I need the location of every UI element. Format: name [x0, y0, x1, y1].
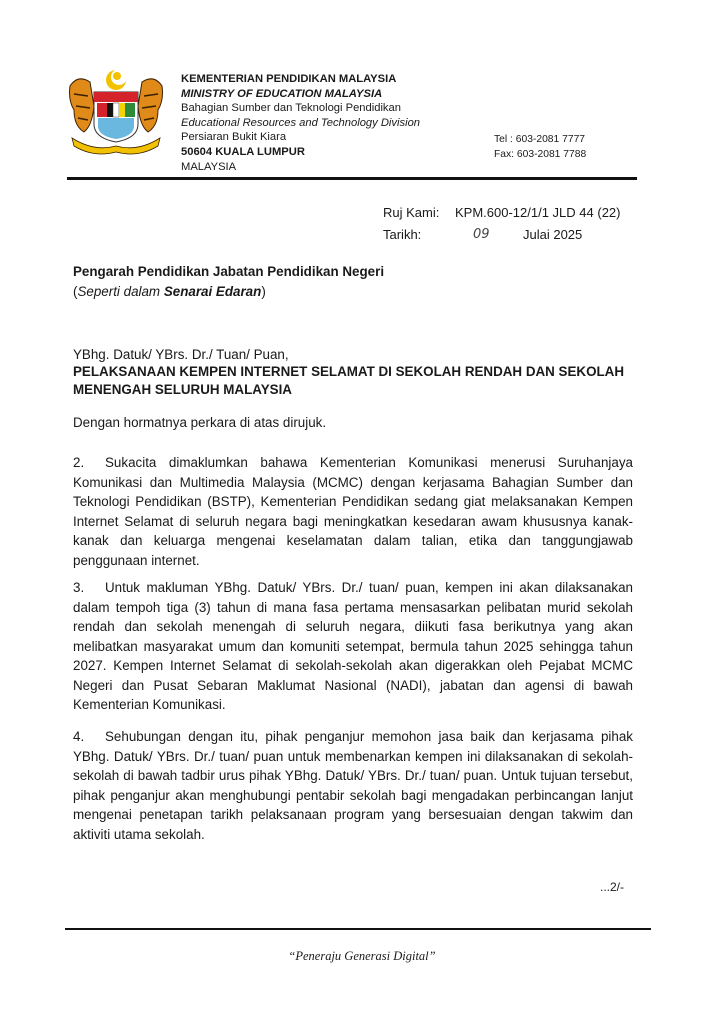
ministry-name-en: MINISTRY OF EDUCATION MALAYSIA: [181, 87, 383, 100]
contact-block: [494, 132, 586, 162]
paragraph-2: [73, 453, 633, 570]
division-name-en: Educational Resources and Technology Division: [181, 116, 421, 129]
address-street: Persiaran Bukit Kiara: [181, 131, 287, 144]
paragraph-3: [73, 578, 633, 715]
date-day-handwritten: 09: [473, 227, 490, 242]
ministry-name-ms: KEMENTERIAN PENDIDIKAN MALAYSIA: [181, 73, 397, 85]
reference-row: [383, 202, 620, 224]
date-month-year: Julai 2025: [523, 227, 583, 242]
footer-divider: [65, 928, 651, 930]
paragraph-4: [73, 727, 633, 844]
opening-line: Dengan hormatnya perkara di atas dirujuk.: [73, 415, 327, 430]
salutation: YBhg. Datuk/ YBrs. Dr./ Tuan/ Puan,: [73, 347, 289, 362]
reference-label: Ruj Kami:: [383, 205, 440, 220]
telephone: Tel : 603-2081 7777: [494, 134, 586, 145]
division-name-ms: Bahagian Sumber dan Teknologi Pendidikan: [181, 102, 401, 115]
reference-block: [383, 202, 620, 246]
date-row: [383, 224, 620, 246]
fax: Fax: 603-2081 7788: [494, 149, 587, 160]
reference-number: KPM.600-12/1/1 JLD 44 (22): [455, 205, 621, 220]
address-city: 50604 KUALA LUMPUR: [181, 145, 305, 158]
paragraph-number: 3.: [73, 580, 85, 595]
paragraph-text: Untuk makluman YBhg. Datuk/ YBrs. Dr./ tuan/ puan, kempen ini akan dilaksanakan dalam tempoh tiga (3) tahun di mana fasa pertama mensasarkan pelibatan murid sekolah rendah dan sekolah menengah di seluruh negara, diikuti fasa berikutnya yang akan melibatkan masyarakat umum dan komuniti setempat, bermula tahun 2025 sehingga tahun 2027. Kempen Internet Selamat di sekolah-sekolah akan digerakkan oleh Pejabat MCMC Negeri dan Pusat Sebaran Maklumat Nasional (NADI), jabatan dan agensi di bawah Kementerian Komunikasi.: [73, 580, 633, 712]
address-country: MALAYSIA: [181, 160, 237, 173]
subject-heading: PELAKSANAAN KEMPEN INTERNET SELAMAT DI SEKOLAH RENDAH DAN SEKOLAH MENENGAH SELURUH MALAYSIA: [73, 364, 625, 397]
paragraph-number: 2.: [73, 455, 85, 470]
paragraph-number: 4.: [73, 729, 85, 744]
malaysia-coat-of-arms-icon: [64, 66, 168, 156]
recipient-note: [73, 282, 384, 302]
continuation-marker: ...2/-: [600, 880, 625, 894]
paren-close: ): [261, 284, 266, 299]
letterhead-block: [181, 72, 420, 174]
header-divider: [67, 177, 637, 180]
paragraph-text: Sehubungan dengan itu, pihak penganjur memohon jasa baik dan kerjasama pihak YBhg. Datuk/ YBrs. Dr./ tuan/ puan untuk membenarkan kempen ini dilaksanakan di sekolah-sekolah di bawah tadbir urus pihak YBhg. Datuk/ YBrs. Dr./ tuan/ puan. Untuk tujuan tersebut, pihak penganjur akan menghubungi pentabir sekolah bagi mengadakan perbincangan lanjut mengenai penetapan tarikh pelaksanaan program yang bersesuaian dengan takwim dan aktiviti utama sekolah.: [73, 729, 633, 842]
recipient-note-bold: Senarai Edaran: [163, 284, 262, 299]
footer-motto: “Peneraju Generasi Digital”: [288, 949, 436, 963]
recipient-note-italic: Seperti dalam: [77, 284, 164, 299]
recipient-title: Pengarah Pendidikan Jabatan Pendidikan Negeri: [73, 264, 385, 279]
paren-open: (: [73, 284, 78, 299]
paragraph-text: Sukacita dimaklumkan bahawa Kementerian Komunikasi menerusi Suruhanjaya Komunikasi dan Multimedia Malaysia (MCMC) dengan kerjasama Bahagian Sumber dan Teknologi Pendidikan (BSTP), Kementerian Pendidikan sedang giat melaksanakan Kempen Internet Selamat di seluruh negara bagi meningkatkan kesedaran awam khususnya kanak-kanak dan keluarga mengenai keselamatan dalam talian, etika dan tanggungjawab penggunaan internet.: [73, 455, 633, 568]
date-label: Tarikh:: [383, 227, 422, 242]
recipient-block: [73, 262, 384, 302]
